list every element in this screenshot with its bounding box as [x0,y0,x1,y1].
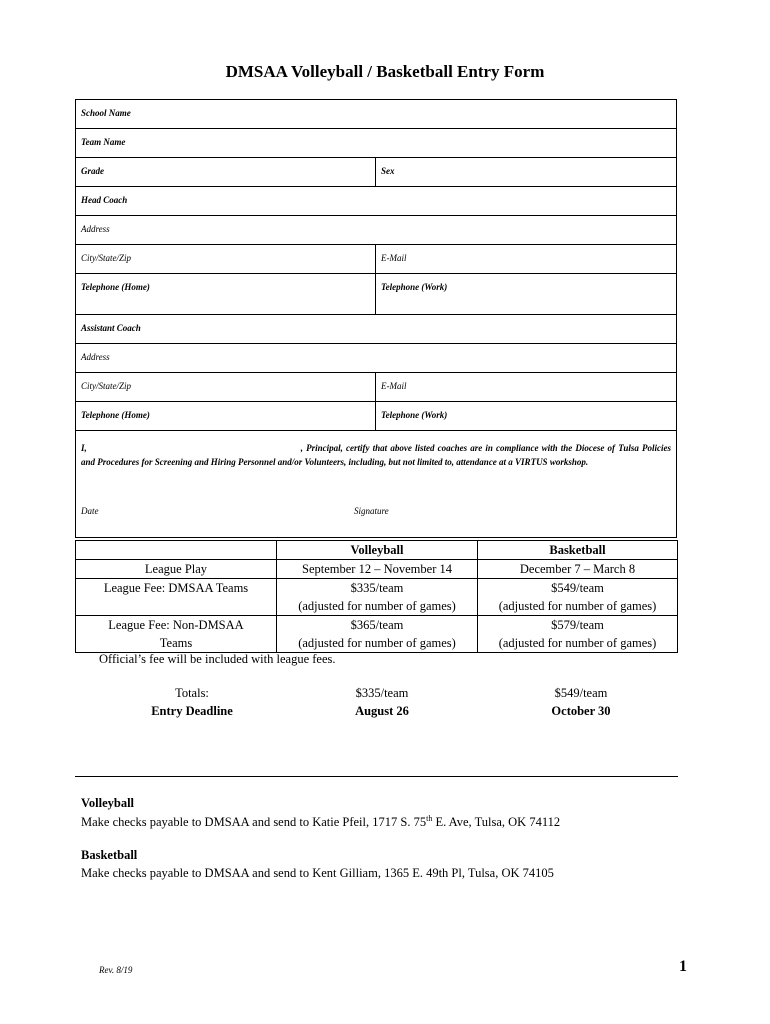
school-name-field[interactable] [76,100,676,128]
head-coach-city-label: City/State/Zip [81,253,132,263]
head-coach-address-label: Address [81,224,110,234]
head-coach-address-row [76,216,676,245]
head-coach-tel-home-field[interactable] [76,274,376,314]
volleyball-payment-text-a: Make checks payable to DMSAA and send to Katie Pfeil, 1717 S. 75 [81,815,427,830]
assistant-coach-row [76,315,676,344]
league-play-label: League Play [76,560,277,579]
certification-text [81,441,671,469]
basketball-payment-heading: Basketball [81,848,138,862]
official-fee-note: Official’s fee will be included with league fees. [99,652,336,666]
dmsaa-fee-label: League Fee: DMSAA Teams [76,579,277,616]
certification-block [76,431,676,537]
head-coach-email-label: E-Mail [381,253,407,263]
assistant-coach-email-field[interactable] [376,373,676,401]
assistant-coach-email-label: E-Mail [381,381,407,391]
dmsaa-fee-volleyball: $335/team (adjusted for number of games) [277,579,478,616]
assistant-coach-address-field[interactable] [76,344,676,372]
deadline-basketball: October 30 [551,704,611,718]
totals-label: Totals: [175,686,209,700]
table-row [76,560,678,579]
head-coach-label: Head Coach [81,195,128,205]
head-coach-tel-home-label: Telephone (Home) [81,282,150,292]
assistant-coach-tel-work-label: Telephone (Work) [381,410,448,420]
assistant-coach-label: Assistant Coach [81,323,141,333]
date-label: Date [81,506,99,516]
basketball-payment-text: Make checks payable to DMSAA and send to Kent Gilliam, 1365 E. 49th Pl, Tulsa, OK 74105 [81,866,554,880]
volleyball-payment-heading: Volleyball [81,796,135,810]
totals-basketball: $549/team [554,686,608,700]
sex-label: Sex [381,166,395,176]
assistant-coach-address-label: Address [81,352,110,362]
volleyball-payment-text-b: E. Ave, Tulsa, OK 74112 [432,815,561,830]
volleyball-payment-text [81,814,560,830]
table-row [76,579,678,616]
divider [75,776,678,777]
certification-prefix: I, [81,443,87,453]
assistant-coach-tel-work-field[interactable] [376,402,676,430]
fee-header-volleyball: Volleyball [277,541,478,560]
grade-label: Grade [81,166,104,176]
school-name-label: School Name [81,108,131,118]
deadline-volleyball: August 26 [355,704,409,718]
head-coach-city-row [76,245,676,274]
head-coach-phone-row [76,274,676,315]
assistant-coach-address-row [76,344,676,373]
entry-form [75,99,677,538]
head-coach-tel-work-field[interactable] [376,274,676,314]
fee-header-basketball: Basketball [478,541,678,560]
head-coach-tel-work-label: Telephone (Work) [381,282,448,292]
fee-table-header [76,541,678,560]
sex-field[interactable] [376,158,676,186]
certification-body: , Principal, certify that above listed coaches are in compliance with the Diocese of Tulsa Policies and Procedures for Screening and Hiring Personnel and/or Volunteers, including, but not limited to, attendance at a VIRTUS workshop. [81,443,671,467]
grade-sex-row [76,158,676,187]
non-dmsaa-fee-volleyball: $365/team (adjusted for number of games) [277,616,478,653]
team-name-field[interactable] [76,129,676,157]
school-name-row [76,100,676,129]
assistant-coach-tel-home-label: Telephone (Home) [81,410,150,420]
deadline-label: Entry Deadline [151,704,233,718]
revision-label: Rev. 8/19 [99,965,133,975]
page-title: DMSAA Volleyball / Basketball Entry Form [225,62,545,81]
assistant-coach-field[interactable] [76,315,676,343]
totals-volleyball: $335/team [355,686,409,700]
head-coach-address-field[interactable] [76,216,676,244]
assistant-coach-phone-row [76,402,676,431]
non-dmsaa-fee-basketball: $579/team (adjusted for number of games) [478,616,678,653]
dmsaa-fee-basketball: $549/team (adjusted for number of games) [478,579,678,616]
fee-header-blank [76,541,277,560]
head-coach-city-field[interactable] [76,245,376,273]
league-play-volleyball: September 12 – November 14 [277,560,478,579]
page-number: 1 [679,958,687,975]
assistant-coach-city-field[interactable] [76,373,376,401]
non-dmsaa-fee-label: League Fee: Non-DMSAA Teams [76,616,277,653]
assistant-coach-city-row [76,373,676,402]
fee-table [75,540,678,653]
head-coach-email-field[interactable] [376,245,676,273]
assistant-coach-tel-home-field[interactable] [76,402,376,430]
team-name-label: Team Name [81,137,126,147]
team-name-row [76,129,676,158]
head-coach-field[interactable] [76,187,676,215]
head-coach-row [76,187,676,216]
league-play-basketball: December 7 – March 8 [478,560,678,579]
assistant-coach-city-label: City/State/Zip [81,381,132,391]
signature-label: Signature [354,506,389,516]
table-row [76,616,678,653]
volleyball-payment-sup: th [426,814,433,823]
grade-field[interactable] [76,158,376,186]
